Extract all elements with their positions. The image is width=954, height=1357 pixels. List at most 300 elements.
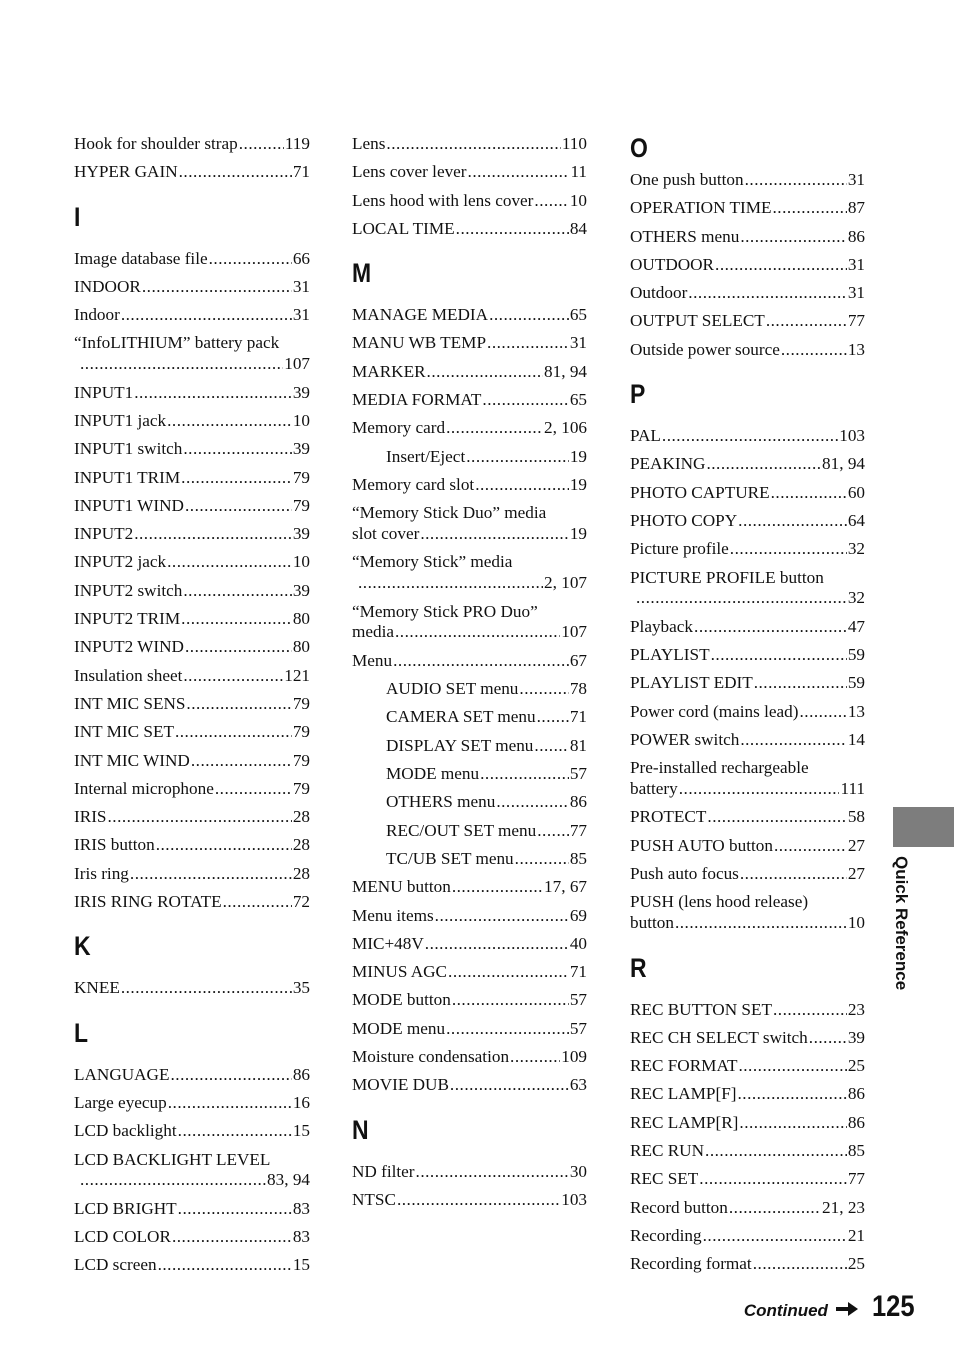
index-entry xyxy=(352,471,587,499)
entry-term: Outside power source xyxy=(630,339,780,359)
entry-term: AUDIO SET menu xyxy=(386,679,519,699)
page-reference: 23 xyxy=(847,999,865,1019)
index-entry xyxy=(74,520,310,548)
leader-dots xyxy=(496,788,568,816)
entry-term: Insert/Eject xyxy=(386,446,466,466)
index-entry xyxy=(630,860,865,888)
entry-term: LCD BACKLIGHT LEVEL xyxy=(74,1149,271,1169)
page-reference: 2, 106 xyxy=(544,418,587,438)
index-entry xyxy=(74,1195,310,1223)
page-reference: 28 xyxy=(292,835,310,855)
entry-term: OTHERS menu xyxy=(630,226,740,246)
entry-term: OUTPUT SELECT xyxy=(630,311,765,331)
index-entry xyxy=(352,1015,587,1043)
index-entry xyxy=(352,1043,587,1071)
leader-dots xyxy=(740,223,846,251)
page-reference: 59 xyxy=(847,673,865,693)
page-reference: 39 xyxy=(292,524,310,544)
page-reference: 14 xyxy=(847,729,865,749)
leader-dots xyxy=(158,1251,292,1279)
index-entry xyxy=(74,577,310,605)
entry-term: INPUT1 WIND xyxy=(74,495,184,515)
section-letter-heading: R xyxy=(630,952,647,983)
leader-dots xyxy=(425,930,569,958)
index-entry xyxy=(74,718,310,746)
page-reference: 83, 94 xyxy=(267,1170,310,1190)
page-reference: 86 xyxy=(569,792,587,812)
entry-term: REC FORMAT xyxy=(630,1056,738,1076)
entry-term: NTSC xyxy=(352,1189,396,1209)
index-entry xyxy=(74,662,310,690)
entry-term: INPUT2 WIND xyxy=(74,637,184,657)
leader-dots xyxy=(510,1043,560,1071)
entry-term: IRIS button xyxy=(74,835,155,855)
entry-term: LANGUAGE xyxy=(74,1064,170,1084)
page-reference: 84 xyxy=(569,218,587,238)
entry-term: Lens hood with lens cover xyxy=(352,190,534,210)
page-reference: 10 xyxy=(847,912,865,932)
index-subentry xyxy=(352,788,587,816)
page-reference: 71 xyxy=(292,162,310,182)
entry-term: MARKER xyxy=(352,361,426,381)
leader-dots xyxy=(186,690,291,718)
entry-term: INPUT1 xyxy=(74,382,134,402)
entry-term: POWER switch xyxy=(630,729,740,749)
page-reference: 59 xyxy=(847,645,865,665)
leader-dots xyxy=(739,1109,846,1137)
leader-dots xyxy=(715,251,847,279)
entry-term: Internal microphone xyxy=(74,778,214,798)
leader-dots xyxy=(468,158,570,186)
page-reference: 121 xyxy=(284,665,310,685)
page-reference: 39 xyxy=(292,439,310,459)
index-entry xyxy=(74,803,310,831)
entry-term: MOVIE DUB xyxy=(352,1075,449,1095)
entry-term: LCD BRIGHT xyxy=(74,1198,177,1218)
index-column-3 xyxy=(630,130,865,1278)
leader-dots xyxy=(167,548,292,576)
index-entry xyxy=(352,386,587,414)
page-reference: 25 xyxy=(847,1056,865,1076)
leader-dots xyxy=(781,336,847,364)
entry-term: REC/OUT SET menu xyxy=(386,820,537,840)
entry-term: OTHERS menu xyxy=(386,792,496,812)
entry-term: PLAYLIST xyxy=(630,645,710,665)
page-reference: 40 xyxy=(569,933,587,953)
leader-dots xyxy=(179,158,292,186)
leader-dots xyxy=(134,520,292,548)
index-entry xyxy=(630,507,865,535)
entry-term: REC CH SELECT switch xyxy=(630,1027,808,1047)
index-subentry xyxy=(352,732,587,760)
leader-dots xyxy=(395,622,560,643)
index-entry xyxy=(352,301,587,329)
entry-term: REC RUN xyxy=(630,1140,705,1160)
entry-term: ND filter xyxy=(352,1161,415,1181)
index-entry xyxy=(630,1222,865,1250)
leader-dots xyxy=(487,329,569,357)
index-subentry xyxy=(352,675,587,703)
leader-dots xyxy=(121,301,292,329)
index-entry xyxy=(352,647,587,675)
leader-dots xyxy=(688,279,847,307)
entry-term: “InfoLITHIUM” battery pack xyxy=(74,333,280,353)
page-reference: 32 xyxy=(847,588,865,608)
leader-dots xyxy=(754,669,847,697)
entry-term: LCD COLOR xyxy=(74,1226,171,1246)
entry-term: INT MIC SET xyxy=(74,722,174,742)
entry-second-line xyxy=(630,588,865,609)
index-entry xyxy=(352,548,587,597)
entry-term: Memory card slot xyxy=(352,474,475,494)
index-entry xyxy=(74,245,310,273)
leader-dots xyxy=(480,760,569,788)
index-entry xyxy=(352,329,587,357)
entry-term: PAL xyxy=(630,426,661,446)
page-reference: 15 xyxy=(292,1121,310,1141)
page-reference: 119 xyxy=(284,134,310,153)
entry-term: MANU WB TEMP xyxy=(352,333,487,353)
index-entry xyxy=(74,1117,310,1145)
entry-term: Menu items xyxy=(352,905,434,925)
index-entry xyxy=(630,166,865,194)
page-reference: 83 xyxy=(292,1226,310,1246)
entry-term: Record button xyxy=(630,1197,728,1217)
entry-term: KNEE xyxy=(74,978,120,998)
page-reference: 21, 23 xyxy=(822,1197,865,1217)
leader-dots xyxy=(107,803,291,831)
entry-term: Lens xyxy=(352,134,386,153)
entry-term: Recording format xyxy=(630,1254,752,1274)
entry-term: PICTURE PROFILE button xyxy=(630,567,824,587)
entry-term: INPUT2 xyxy=(74,524,134,544)
page-reference: 28 xyxy=(292,807,310,827)
page-reference: 67 xyxy=(569,650,587,670)
page-reference: 71 xyxy=(569,962,587,982)
leader-dots xyxy=(450,1071,569,1099)
index-entry xyxy=(352,414,587,442)
leader-dots xyxy=(156,831,292,859)
leader-dots xyxy=(168,1089,292,1117)
leader-dots xyxy=(515,845,569,873)
entry-term: IRIS RING ROTATE xyxy=(74,892,222,912)
entry-second-line xyxy=(352,622,587,643)
leader-dots xyxy=(753,1250,847,1278)
index-entry xyxy=(352,1071,587,1099)
index-entry xyxy=(630,564,865,613)
page-reference: 71 xyxy=(569,707,587,727)
entry-term: Large eyecup xyxy=(74,1092,167,1112)
entry-term: Moisture condensation xyxy=(352,1046,510,1066)
page-reference: 17, 67 xyxy=(544,877,587,897)
page-reference: 66 xyxy=(292,248,310,268)
leader-dots xyxy=(679,779,840,800)
index-entry xyxy=(352,499,587,548)
index-entry xyxy=(352,187,587,215)
entry-term: TC/UB SET menu xyxy=(386,848,514,868)
leader-dots xyxy=(181,605,292,633)
page-reference: 79 xyxy=(292,778,310,798)
index-entry xyxy=(630,1052,865,1080)
page-reference: 25 xyxy=(847,1254,865,1274)
leader-dots xyxy=(170,1061,291,1089)
index-entry xyxy=(352,598,587,647)
page-reference: 72 xyxy=(292,892,310,912)
entry-term: Recording xyxy=(630,1225,702,1245)
page-reference: 109 xyxy=(561,1046,587,1066)
leader-dots xyxy=(172,1223,292,1251)
leader-dots xyxy=(452,986,569,1014)
index-entry xyxy=(630,279,865,307)
entry-term: Menu xyxy=(352,650,393,670)
entry-term: INPUT1 TRIM xyxy=(74,467,181,487)
leader-dots xyxy=(799,698,846,726)
leader-dots xyxy=(215,775,292,803)
leader-dots xyxy=(773,996,847,1024)
page-reference: 13 xyxy=(847,339,865,359)
index-entry xyxy=(630,450,865,478)
leader-dots xyxy=(121,974,292,1002)
leader-dots xyxy=(446,414,543,442)
entry-term: MINUS AGC xyxy=(352,962,448,982)
index-entry xyxy=(352,358,587,386)
entry-term: Memory card xyxy=(352,418,446,438)
entry-term: INPUT1 jack xyxy=(74,410,167,430)
leader-dots xyxy=(537,703,569,731)
index-entry xyxy=(630,1137,865,1165)
index-entry xyxy=(74,158,310,186)
leader-dots xyxy=(482,386,568,414)
index-entry xyxy=(74,548,310,576)
index-entry xyxy=(74,747,310,775)
page-reference: 103 xyxy=(839,426,865,446)
index-entry xyxy=(352,130,587,158)
page-reference: 81, 94 xyxy=(544,361,587,381)
page-reference: 19 xyxy=(569,474,587,494)
leader-dots xyxy=(740,860,847,888)
page-reference: 57 xyxy=(569,990,587,1010)
entry-term: INDOOR xyxy=(74,276,141,296)
index-entry xyxy=(630,251,865,279)
page-reference: 35 xyxy=(292,978,310,998)
entry-second-line xyxy=(630,779,865,800)
index-entry xyxy=(352,1158,587,1186)
entry-term: OUTDOOR xyxy=(630,254,715,274)
entry-term: REC LAMP[F] xyxy=(630,1084,737,1104)
leader-dots xyxy=(636,588,847,609)
entry-term: REC LAMP[R] xyxy=(630,1112,739,1132)
index-entry xyxy=(630,996,865,1024)
leader-dots xyxy=(183,662,283,690)
leader-dots xyxy=(134,379,292,407)
page-reference: 10 xyxy=(569,190,587,210)
leader-dots xyxy=(448,958,569,986)
leader-dots xyxy=(446,1015,569,1043)
leader-dots xyxy=(772,194,846,222)
page-reference: 77 xyxy=(847,311,865,331)
index-entry xyxy=(630,803,865,831)
leader-dots xyxy=(774,832,847,860)
leader-dots xyxy=(694,613,847,641)
page-reference: 16 xyxy=(292,1092,310,1112)
page-reference: 80 xyxy=(292,637,310,657)
page-reference: 60 xyxy=(847,482,865,502)
page-reference: 31 xyxy=(569,333,587,353)
index-entry xyxy=(74,379,310,407)
page-reference: 64 xyxy=(847,510,865,530)
page-reference: 107 xyxy=(561,622,587,642)
leader-dots xyxy=(80,354,283,375)
index-entry xyxy=(630,832,865,860)
leader-dots xyxy=(175,718,292,746)
index-entry xyxy=(74,1223,310,1251)
page-reference: 39 xyxy=(292,382,310,402)
entry-term: Push auto focus xyxy=(630,864,739,884)
entry-term: INPUT1 switch xyxy=(74,439,183,459)
section-thumb-tab xyxy=(893,807,954,847)
index-column-1 xyxy=(74,130,310,1280)
leader-dots xyxy=(738,1052,846,1080)
leader-dots xyxy=(534,732,568,760)
section-side-label-container xyxy=(889,856,911,998)
leader-dots xyxy=(738,507,847,535)
entry-term-continued: battery xyxy=(630,778,678,798)
page-reference: 28 xyxy=(292,863,310,883)
entry-term-continued: slot cover xyxy=(352,523,420,543)
index-entry xyxy=(74,775,310,803)
page-reference: 69 xyxy=(569,905,587,925)
entry-term: REC SET xyxy=(630,1169,699,1189)
entry-term-continued: media xyxy=(352,622,394,642)
page-reference: 110 xyxy=(561,134,587,153)
entry-term-continued: button xyxy=(630,912,674,932)
page-reference: 39 xyxy=(292,580,310,600)
page-reference: 39 xyxy=(847,1027,865,1047)
index-entry xyxy=(74,464,310,492)
page-reference: 63 xyxy=(569,1075,587,1095)
index-entry xyxy=(74,690,310,718)
index-entry xyxy=(74,329,310,378)
index-entry xyxy=(74,301,310,329)
leader-dots xyxy=(435,902,569,930)
page-reference: 31 xyxy=(847,170,865,189)
leader-dots xyxy=(707,803,846,831)
index-entry xyxy=(630,1250,865,1278)
page-reference: 86 xyxy=(847,1112,865,1132)
index-entry xyxy=(630,754,865,803)
leader-dots xyxy=(142,273,292,301)
page-reference: 31 xyxy=(292,276,310,296)
index-entry xyxy=(630,888,865,937)
index-entry xyxy=(352,986,587,1014)
entry-second-line xyxy=(630,913,865,934)
index-entry xyxy=(74,130,310,158)
leader-dots xyxy=(183,435,291,463)
index-entry xyxy=(630,535,865,563)
leader-dots xyxy=(466,443,569,471)
leader-dots xyxy=(420,524,569,545)
entry-term: “Memory Stick PRO Duo” xyxy=(352,601,538,621)
leader-dots xyxy=(427,358,543,386)
section-letter-heading: L xyxy=(74,1017,89,1048)
leader-dots xyxy=(386,130,560,158)
section-letter-heading: O xyxy=(630,133,648,163)
leader-dots xyxy=(167,407,292,435)
leader-dots xyxy=(771,479,847,507)
entry-term: CAMERA SET menu xyxy=(386,707,536,727)
section-letter-heading: P xyxy=(630,379,646,410)
page-reference: 86 xyxy=(292,1064,310,1084)
index-entry xyxy=(630,1109,865,1137)
index-entry xyxy=(74,492,310,520)
entry-term: IRIS xyxy=(74,807,107,827)
leader-dots xyxy=(699,1165,847,1193)
leader-dots xyxy=(185,492,292,520)
page-reference: 111 xyxy=(840,778,865,798)
index-entry xyxy=(630,698,865,726)
index-subentry xyxy=(352,703,587,731)
page-reference: 78 xyxy=(569,679,587,699)
leader-dots xyxy=(178,1195,292,1223)
entry-term: PLAYLIST EDIT xyxy=(630,673,753,693)
page-reference: 77 xyxy=(847,1169,865,1189)
index-entry xyxy=(352,930,587,958)
entry-second-line xyxy=(352,524,587,545)
index-entry xyxy=(74,831,310,859)
page-reference: 31 xyxy=(847,283,865,303)
leader-dots xyxy=(809,1024,847,1052)
entry-term: Pre-installed rechargeable xyxy=(630,758,809,778)
leader-dots xyxy=(80,1170,266,1191)
index-entry xyxy=(630,336,865,364)
entry-term: PUSH (lens hood release) xyxy=(630,892,809,912)
entry-term: MIC+48V xyxy=(352,933,424,953)
index-entry xyxy=(352,873,587,901)
page-reference: 79 xyxy=(292,750,310,770)
page-reference: 65 xyxy=(569,390,587,410)
entry-term: INT MIC SENS xyxy=(74,693,186,713)
entry-term: MODE button xyxy=(352,990,451,1010)
leader-dots xyxy=(475,471,569,499)
entry-term: MODE menu xyxy=(386,764,480,784)
index-entry xyxy=(630,422,865,450)
page-reference: 80 xyxy=(292,609,310,629)
entry-term: INT MIC WIND xyxy=(74,750,190,770)
entry-second-line xyxy=(74,1170,310,1191)
index-entry xyxy=(630,1165,865,1193)
leader-dots xyxy=(519,675,568,703)
page-reference: 79 xyxy=(292,722,310,742)
leader-dots xyxy=(223,888,292,916)
page-reference: 65 xyxy=(569,305,587,325)
page-reference: 85 xyxy=(569,848,587,868)
leader-dots xyxy=(130,860,292,888)
entry-term: PHOTO COPY xyxy=(630,510,738,530)
page-reference: 15 xyxy=(292,1255,310,1275)
page-reference: 13 xyxy=(847,701,865,721)
entry-term: INPUT2 TRIM xyxy=(74,609,181,629)
page-reference: 31 xyxy=(292,305,310,325)
index-entry xyxy=(74,888,310,916)
page-reference: 79 xyxy=(292,467,310,487)
leader-dots xyxy=(191,747,292,775)
leader-dots xyxy=(239,130,284,158)
index-entry xyxy=(352,1186,587,1214)
page-reference: 86 xyxy=(847,1084,865,1104)
leader-dots xyxy=(705,1137,847,1165)
entry-term: LCD screen xyxy=(74,1255,157,1275)
section-letter-heading: N xyxy=(352,1114,369,1145)
